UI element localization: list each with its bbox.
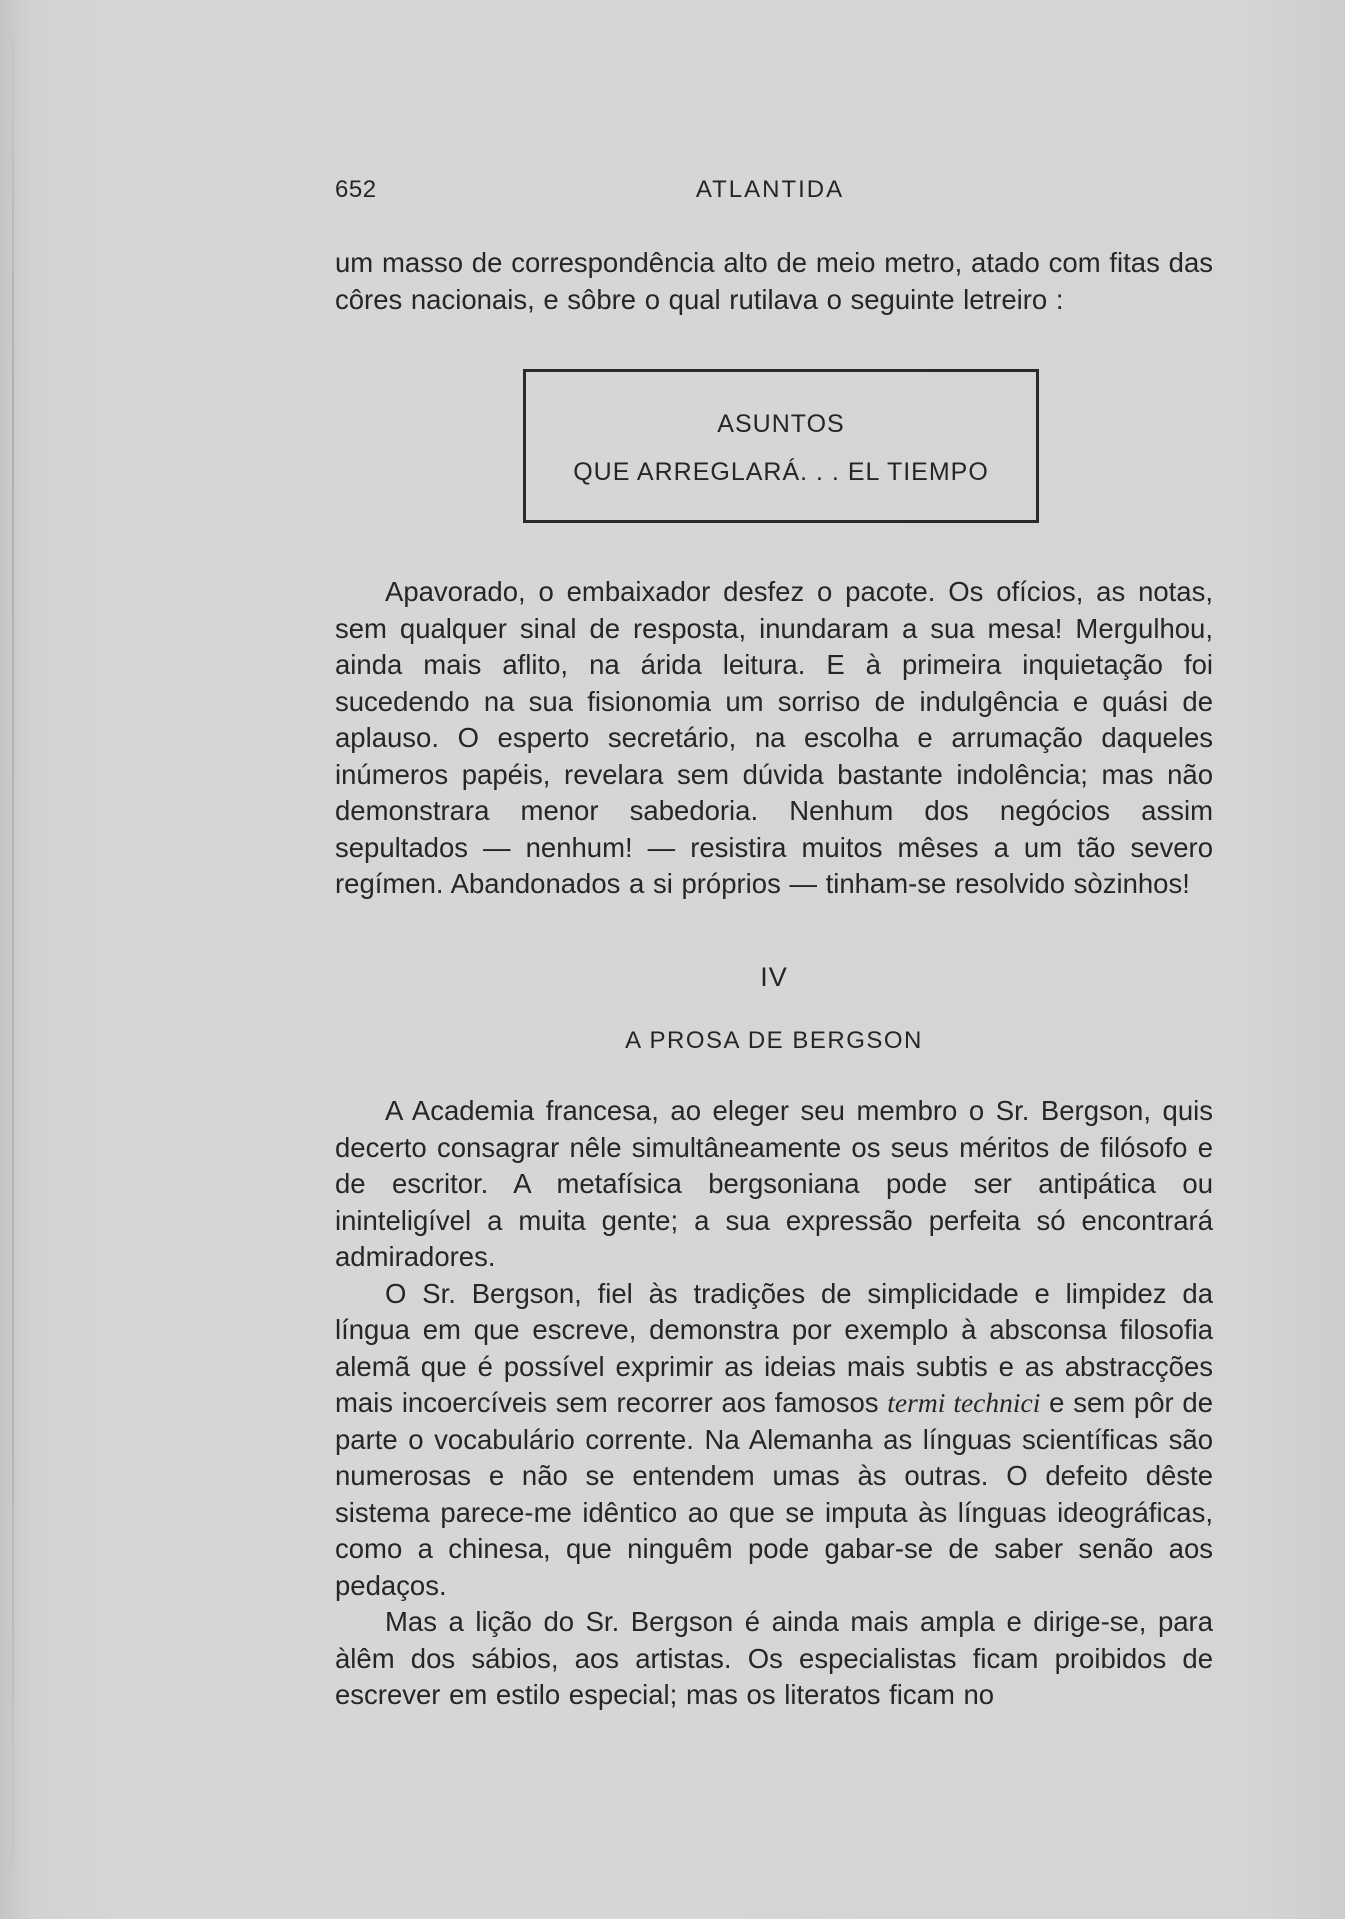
chapter-paragraph-2	[335, 1276, 1213, 1605]
page-header	[335, 176, 1205, 212]
latin-term: termi technici	[887, 1387, 1041, 1418]
running-title: ATLANTIDA	[695, 176, 845, 203]
page-number: 652	[335, 176, 377, 203]
intro-paragraph-block	[335, 245, 1213, 318]
body-paragraph-block	[335, 574, 1213, 903]
sign-line-1: ASUNTOS	[717, 410, 845, 438]
chapter-paragraph-2-end: e sem pôr de parte o vocabulário corrente. Na Alemanha as línguas scientíficas são numerosas e não se entendem umas às outras. O defeito dêste sistema parece-me idêntico ao que se imputa às línguas ideográficas, como a chinesa, que ninguêm pode gabar-se de saber senão aos pedaços.	[335, 1387, 1214, 1601]
binding-gutter	[12, 0, 14, 1919]
chapter-number: IV	[760, 962, 788, 992]
sign-line-2: QUE ARREGLARÁ. . . EL TIEMPO	[573, 458, 989, 486]
body-paragraph: Apavorado, o embaixador desfez o pacote. Os ofícios, as notas, sem qualquer sinal de resposta, inundaram a sua mesa! Mergulhou, ainda mais aflito, na árida leitura. E à primeira inquietação foi sucedendo na sua fisionomia um sorriso de indulgência e quási de aplauso. O esperto secretário, na escolha e arrumação daqueles inúmeros papéis, revelara sem dúvida bastante indolência; mas não demonstrara menor sabedoria. Nenhum dos negócios assim sepultados — nenhum! — resistira muitos mêses a um tão severo regímen. Abandonados a si próprios — tinham-se resolvido sòzinhos!	[335, 576, 1213, 899]
chapter-paragraph-3: Mas a lição do Sr. Bergson é ainda mais ampla e dirige-se, para àlêm dos sábios, aos artistas. Os especialistas ficam proibidos de escrever em estilo especial; mas os literatos ficam no	[335, 1606, 1213, 1710]
sign-box	[523, 369, 1039, 523]
chapter-paragraph-1: A Academia francesa, ao eleger seu membro o Sr. Bergson, quis decerto consagrar nêle simultâneamente os seus méritos de filósofo e de escritor. A metafísica bergsoniana pode ser antipática ou ininteligível a muita gente; a sua expressão perfeita só encontrará admiradores.	[335, 1095, 1213, 1272]
intro-paragraph: um masso de correspondência alto de meio metro, atado com fitas das côres nacionais, e sôbre o qual rutilava o seguinte letreiro :	[335, 247, 1213, 315]
chapter-text-block	[335, 1093, 1213, 1714]
chapter-title: A PROSA DE BERGSON	[625, 1027, 923, 1054]
chapter-paragraph-2-start: O Sr. Bergson, fiel às tradições de simplicidade e limpidez da língua em que escreve, demonstra por exemplo à absconsa filosofia alemã que é possível exprimir as ideias mais subtis e as abstracções mais incoercíveis sem recorrer aos famosos	[335, 1277, 1213, 1418]
